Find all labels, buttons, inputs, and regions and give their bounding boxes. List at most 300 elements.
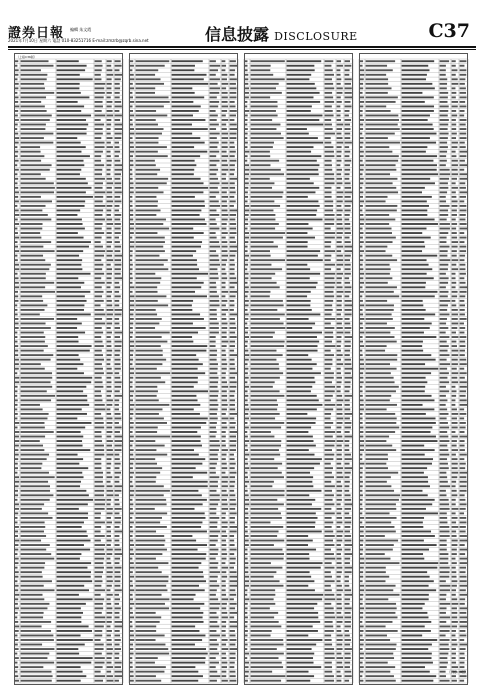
table-cell-text — [136, 417, 164, 419]
table-cell-text — [222, 512, 226, 514]
table-cell-text — [366, 74, 387, 76]
table-cell-text — [210, 146, 218, 148]
table-cell-text — [245, 191, 248, 193]
table-cell-text — [402, 291, 438, 293]
table-cell-text — [460, 503, 467, 505]
table-cell-text — [287, 653, 315, 655]
table-cell-text — [15, 381, 20, 383]
table-cell-text — [440, 408, 448, 410]
table-cell-text — [21, 209, 43, 211]
table-cell-text — [251, 87, 276, 89]
table-cell-text — [136, 115, 168, 117]
table-cell-text — [366, 399, 390, 401]
table-cell-text — [345, 680, 349, 682]
table-cell-text — [107, 277, 112, 279]
table-cell-text — [222, 264, 226, 266]
table-cell-text — [452, 332, 456, 334]
table-cell-text — [345, 209, 351, 211]
table-cell-text — [325, 580, 335, 582]
table-cell-text — [15, 639, 19, 641]
table-cell-text — [337, 196, 343, 198]
table-cell-text — [57, 621, 82, 623]
table-cell-text — [337, 255, 343, 257]
table-cell-text — [107, 200, 113, 202]
table-cell-text — [15, 630, 19, 632]
table-cell-text — [245, 354, 250, 356]
table-cell-text — [440, 169, 450, 171]
table-cell-text — [345, 648, 352, 650]
table-cell-text — [251, 105, 278, 107]
table-cell-text — [222, 110, 228, 112]
table-cell-text — [230, 481, 236, 483]
table-cell-text — [325, 449, 332, 451]
table-cell-text — [452, 639, 457, 641]
table-cell-text — [345, 671, 352, 673]
table-cell-text — [230, 580, 237, 582]
table-cell-text — [325, 553, 334, 555]
table-cell-text — [460, 300, 465, 302]
table-cell-text — [337, 273, 343, 275]
table-cell-text — [245, 499, 249, 501]
table-cell-text — [245, 313, 249, 315]
table-cell-text — [57, 390, 84, 392]
table-cell-text — [230, 653, 236, 655]
table-cell-text — [251, 164, 271, 166]
table-cell-text — [251, 607, 270, 609]
table-cell-text — [251, 151, 270, 153]
table-cell-text — [402, 540, 424, 542]
table-cell-text — [130, 142, 134, 144]
table-cell-text — [337, 200, 343, 202]
table-cell-text — [230, 422, 236, 424]
table-cell-text — [440, 580, 446, 582]
table-cell-text — [245, 196, 248, 198]
table-cell-text — [452, 580, 458, 582]
table-cell-text — [337, 404, 342, 406]
table-cell-text — [107, 232, 112, 234]
table-cell-text — [245, 675, 249, 677]
table-cell-text — [107, 313, 113, 315]
table-cell-text — [115, 671, 122, 673]
table-cell-text — [57, 268, 83, 270]
table-cell-text — [172, 535, 193, 537]
table-cell-text — [115, 137, 122, 139]
table-cell-text — [251, 228, 276, 230]
table-cell-text — [230, 621, 238, 623]
table-cell-text — [15, 83, 19, 85]
table-cell-text — [325, 395, 333, 397]
table-cell-text — [230, 110, 237, 112]
table-cell-text — [21, 404, 40, 406]
table-cell-text — [172, 115, 193, 117]
table-cell-text — [172, 377, 198, 379]
table-cell-text — [251, 662, 282, 664]
table-cell-text — [245, 133, 248, 135]
table-cell-text — [230, 390, 236, 392]
table-cell-text — [360, 336, 363, 338]
table-cell-text — [230, 648, 237, 650]
table-cell-text — [325, 309, 333, 311]
table-cell-text — [95, 499, 106, 501]
table-cell-text — [21, 408, 43, 410]
table-cell-text — [245, 603, 248, 605]
table-cell-text — [245, 219, 248, 221]
table-cell-text — [337, 621, 343, 623]
table-cell-text — [95, 540, 101, 542]
table-cell-text — [57, 372, 84, 374]
table-cell-text — [21, 128, 46, 130]
table-cell-text — [287, 345, 318, 347]
table-cell-text — [15, 603, 18, 605]
table-cell-text — [172, 368, 198, 370]
table-cell-text — [230, 607, 235, 609]
table-cell-text — [440, 598, 446, 600]
table-cell-text — [230, 133, 237, 135]
table-cell-text — [136, 422, 167, 424]
table-cell-text — [402, 607, 423, 609]
table-cell-text — [115, 381, 122, 383]
table-cell-text — [440, 431, 448, 433]
table-cell-text — [251, 146, 273, 148]
table-cell-text — [402, 286, 426, 288]
table-cell-text — [452, 454, 456, 456]
continuation-note: （下转C38版） — [447, 670, 468, 674]
table-cell-text — [452, 92, 457, 94]
table-cell-text — [402, 454, 425, 456]
table-cell-text — [230, 662, 235, 664]
table-cell-text — [107, 377, 112, 379]
table-cell-text — [287, 680, 311, 682]
table-cell-text — [360, 549, 364, 551]
table-cell-text — [245, 630, 248, 632]
table-cell-text — [402, 431, 431, 433]
table-cell-text — [440, 594, 447, 596]
table-cell-text — [115, 399, 120, 401]
table-cell-text — [402, 323, 432, 325]
table-cell-text — [57, 458, 84, 460]
table-cell-text — [172, 621, 204, 623]
table-cell-text — [345, 137, 351, 139]
table-cell-text — [15, 309, 18, 311]
table-cell-text — [57, 350, 90, 352]
table-cell-text — [337, 639, 343, 641]
table-cell-text — [245, 571, 249, 573]
table-cell-text — [402, 413, 426, 415]
table-cell-text — [337, 675, 342, 677]
table-cell-text — [115, 363, 121, 365]
table-cell-text — [366, 363, 390, 365]
table-cell-text — [251, 517, 282, 519]
table-cell-text — [345, 540, 352, 542]
table-cell-text — [115, 607, 121, 609]
table-cell-text — [21, 291, 55, 293]
table-cell-text — [95, 458, 102, 460]
table-cell-text — [337, 101, 342, 103]
table-cell-text — [15, 377, 20, 379]
table-cell-text — [172, 436, 201, 438]
table-cell-text — [130, 417, 133, 419]
table-cell-text — [287, 137, 318, 139]
table-cell-text — [115, 449, 122, 451]
table-cell-text — [230, 191, 236, 193]
table-cell-text — [402, 571, 428, 573]
table-cell-text — [107, 372, 113, 374]
table-cell-text — [440, 87, 447, 89]
table-cell-text — [136, 60, 170, 62]
table-cell-text — [130, 359, 134, 361]
table-cell-text — [172, 503, 203, 505]
table-cell-text — [440, 540, 447, 542]
table-cell-text — [230, 635, 236, 637]
table-cell-text — [245, 580, 249, 582]
table-cell-text — [115, 603, 119, 605]
table-cell-text — [245, 521, 248, 523]
table-cell-text — [21, 589, 55, 591]
table-cell-text — [107, 553, 113, 555]
table-cell-text — [366, 540, 398, 542]
table-cell-text — [245, 417, 249, 419]
table-cell-text — [222, 413, 226, 415]
table-cell-text — [360, 155, 364, 157]
table-cell-text — [21, 119, 50, 121]
table-cell-text — [325, 422, 334, 424]
table-cell-text — [402, 354, 432, 356]
table-cell-text — [245, 671, 249, 673]
table-cell-text — [440, 250, 448, 252]
table-cell-text — [452, 526, 459, 528]
table-cell-text — [115, 494, 119, 496]
table-cell-text — [210, 675, 221, 677]
table-cell-text — [366, 164, 396, 166]
table-cell-text — [345, 585, 350, 587]
table-cell-text — [402, 589, 437, 591]
table-cell-text — [95, 332, 104, 334]
table-cell-text — [452, 503, 456, 505]
table-cell-text — [325, 417, 331, 419]
table-cell-text — [230, 616, 235, 618]
table-cell-text — [130, 237, 133, 239]
table-cell-text — [325, 219, 335, 221]
table-cell-text — [345, 653, 351, 655]
table-cell-text — [245, 644, 248, 646]
table-cell-text — [337, 580, 341, 582]
table-cell-text — [21, 449, 45, 451]
table-cell-text — [337, 390, 341, 392]
table-cell-text — [107, 142, 111, 144]
table-cell-text — [115, 173, 121, 175]
table-cell-text — [115, 458, 120, 460]
table-cell-text — [95, 449, 105, 451]
table-cell-text — [230, 517, 235, 519]
table-cell-text — [130, 124, 133, 126]
table-cell-text — [345, 531, 350, 533]
table-cell-text — [452, 124, 457, 126]
table-cell-text — [366, 178, 398, 180]
table-cell-text — [452, 137, 456, 139]
table-cell-text — [287, 571, 310, 573]
table-cell-text — [172, 413, 200, 415]
table-cell-text — [115, 69, 120, 71]
table-cell-text — [245, 341, 248, 343]
table-cell-text — [107, 124, 112, 126]
table-cell-text — [287, 128, 307, 130]
table-cell-text — [230, 350, 234, 352]
table-cell-text — [210, 666, 216, 668]
table-cell-text — [440, 277, 449, 279]
table-cell-text — [245, 92, 249, 94]
table-cell-text — [402, 327, 430, 329]
table-cell-text — [337, 598, 342, 600]
table-cell-text — [402, 295, 435, 297]
table-cell-text — [245, 223, 249, 225]
table-cell-text — [245, 653, 249, 655]
table-cell-text — [15, 535, 18, 537]
table-cell-text — [402, 644, 432, 646]
table-cell-text — [15, 295, 19, 297]
table-cell-text — [245, 449, 248, 451]
table-cell-text — [325, 390, 335, 392]
table-cell-text — [95, 359, 104, 361]
table-cell-text — [222, 612, 228, 614]
table-cell-text — [360, 558, 365, 560]
table-cell-text — [172, 598, 194, 600]
table-cell-text — [287, 60, 322, 62]
table-cell-text — [251, 553, 284, 555]
table-cell-text — [115, 318, 120, 320]
table-cell-text — [460, 83, 465, 85]
table-cell-text — [107, 644, 112, 646]
table-cell-text — [440, 589, 450, 591]
table-cell-text — [440, 503, 450, 505]
table-cell-text — [95, 191, 106, 193]
table-cell-text — [115, 648, 121, 650]
table-cell-text — [95, 390, 101, 392]
table-cell-text — [251, 675, 286, 677]
table-cell-text — [402, 390, 425, 392]
table-cell-text — [15, 508, 19, 510]
table-cell-text — [251, 219, 276, 221]
table-cell-text — [21, 178, 46, 180]
table-cell-text — [57, 417, 78, 419]
table-cell-text — [402, 458, 433, 460]
table-cell-text — [21, 137, 44, 139]
table-cell-text — [452, 544, 458, 546]
table-cell-text — [230, 105, 236, 107]
table-cell-text — [115, 151, 121, 153]
table-cell-text — [325, 205, 334, 207]
table-cell-text — [57, 232, 78, 234]
table-cell-text — [95, 304, 101, 306]
table-cell-text — [337, 164, 341, 166]
table-cell-text — [172, 607, 201, 609]
table-cell-text — [95, 503, 105, 505]
table-cell-text — [452, 110, 457, 112]
table-cell-text — [15, 60, 19, 62]
table-cell-text — [222, 300, 228, 302]
table-cell-text — [95, 209, 104, 211]
table-cell-text — [366, 422, 397, 424]
table-cell-text — [440, 675, 446, 677]
table-cell-text — [230, 155, 235, 157]
table-cell-text — [452, 657, 456, 659]
table-cell-text — [452, 142, 458, 144]
table-cell-text — [360, 381, 364, 383]
table-cell-text — [210, 124, 219, 126]
table-cell-text — [460, 653, 465, 655]
table-cell-text — [251, 490, 285, 492]
table-cell-text — [345, 83, 351, 85]
table-cell-text — [440, 399, 448, 401]
table-cell-text — [325, 463, 331, 465]
table-cell-text — [245, 607, 248, 609]
table-cell-text — [337, 558, 342, 560]
table-cell-text — [402, 65, 429, 67]
table-cell-text — [460, 386, 467, 388]
table-cell-text — [130, 169, 133, 171]
table-cell-text — [130, 223, 134, 225]
table-cell-text — [452, 472, 459, 474]
table-cell-text — [245, 178, 249, 180]
table-cell-text — [251, 395, 285, 397]
table-cell-text — [210, 259, 220, 261]
table-cell-text — [452, 381, 459, 383]
table-cell-text — [15, 304, 18, 306]
table-cell-text — [115, 101, 122, 103]
table-cell-text — [366, 680, 396, 682]
table-cell-text — [245, 128, 248, 130]
table-cell-text — [57, 246, 89, 248]
table-cell-text — [325, 137, 331, 139]
table-cell-text — [107, 101, 113, 103]
table-cell-text — [325, 440, 336, 442]
table-cell-text — [15, 92, 18, 94]
table-cell-text — [130, 78, 135, 80]
table-cell-text — [337, 372, 341, 374]
table-cell-text — [345, 255, 351, 257]
table-cell-text — [136, 625, 157, 627]
table-cell-text — [337, 96, 341, 98]
table-cell-text — [115, 133, 122, 135]
table-cell-text — [325, 372, 334, 374]
table-cell-text — [130, 354, 133, 356]
table-cell-text — [230, 445, 236, 447]
table-cell-text — [210, 60, 216, 62]
table-cell-text — [136, 458, 156, 460]
table-cell-text — [337, 531, 344, 533]
table-cell-text — [245, 458, 248, 460]
table-cell-text — [21, 277, 46, 279]
table-cell-text — [230, 413, 237, 415]
table-cell-text — [287, 110, 311, 112]
table-cell-text — [15, 209, 19, 211]
table-cell-text — [245, 395, 249, 397]
table-cell-text — [251, 137, 284, 139]
table-cell-text — [95, 151, 103, 153]
table-cell-text — [230, 449, 236, 451]
table-cell-text — [360, 124, 364, 126]
table-cell-text — [172, 146, 194, 148]
table-cell-text — [230, 69, 235, 71]
editor-line: 編輯 朱文霞 — [70, 27, 92, 32]
table-cell-text — [345, 286, 352, 288]
table-cell-text — [251, 65, 271, 67]
table-cell-text — [345, 467, 353, 469]
table-cell-text — [222, 313, 226, 315]
table-cell-text — [115, 205, 120, 207]
table-cell-text — [325, 187, 332, 189]
table-cell-text — [57, 142, 81, 144]
table-cell-text — [21, 576, 43, 578]
